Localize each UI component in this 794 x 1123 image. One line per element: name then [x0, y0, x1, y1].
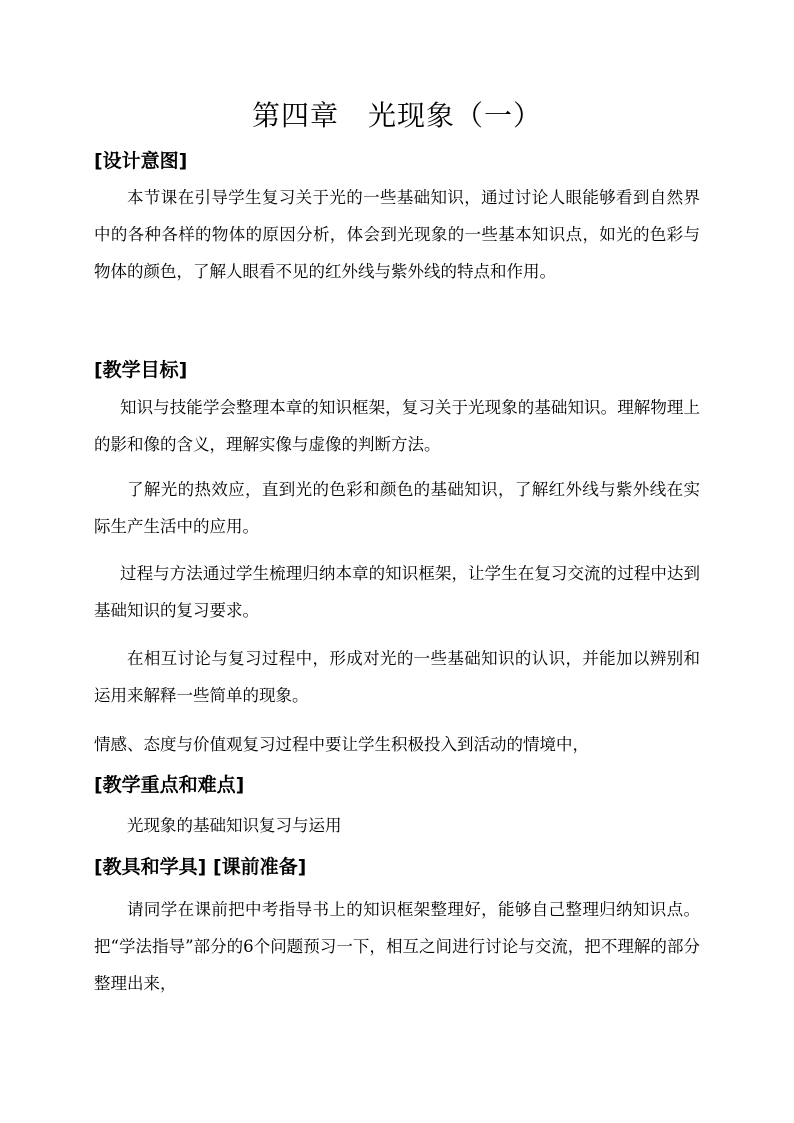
section-heading-objectives: [教学目标]: [94, 359, 188, 381]
paragraph-light-heat-effect: 了解光的热效应，直到光的色彩和颜色的基础知识，了解红外线与紫外线在实际生产生活中的应用。: [94, 480, 700, 536]
paragraph-discussion: 在相互讨论与复习过程中，形成对光的一些基础知识的认识，并能加以辨别和运用来解释一些简单的现象。: [94, 649, 700, 705]
paragraph-knowledge-skills: 知识与技能学会整理本章的知识框架，复习关于光现象的基础知识。理解物理上的影和像的含义，理解实像与虚像的判断方法。: [94, 398, 700, 454]
paragraph-process-method: 过程与方法通过学生梳理归纳本章的知识框架，让学生在复习交流的过程中达到基础知识的复习要求。: [94, 564, 700, 620]
line-key-points: 光现象的基础知识复习与运用: [127, 816, 342, 835]
section-heading-design-intent: [设计意图]: [94, 150, 188, 172]
section-heading-key-points: [教学重点和难点]: [94, 774, 245, 796]
paragraph-preparation: 请同学在课前把中考指导书上的知识框架整理好，能够自己整理归纳知识点。把“学法指导”部分的6个问题预习一下，相互之间进行讨论与交流，把不理解的部分整理出来，: [94, 900, 700, 993]
page-title: 第四章 光现象（一）: [251, 99, 542, 132]
paragraph-design-intent: 本节课在引导学生复习关于光的一些基础知识，通过讨论人眼能够看到自然界中的各种各样的物体的原因分析，体会到光现象的一些基本知识点，如光的色彩与物体的颜色，了解人眼看不见的红外线与紫外线的特点和作用。: [94, 188, 700, 281]
line-attitude-values: 情感、态度与价值观复习过程中要让学生积极投入到活动的情境中，: [94, 735, 589, 754]
section-heading-preparation: [教具和学具] [课前准备]: [94, 856, 307, 878]
